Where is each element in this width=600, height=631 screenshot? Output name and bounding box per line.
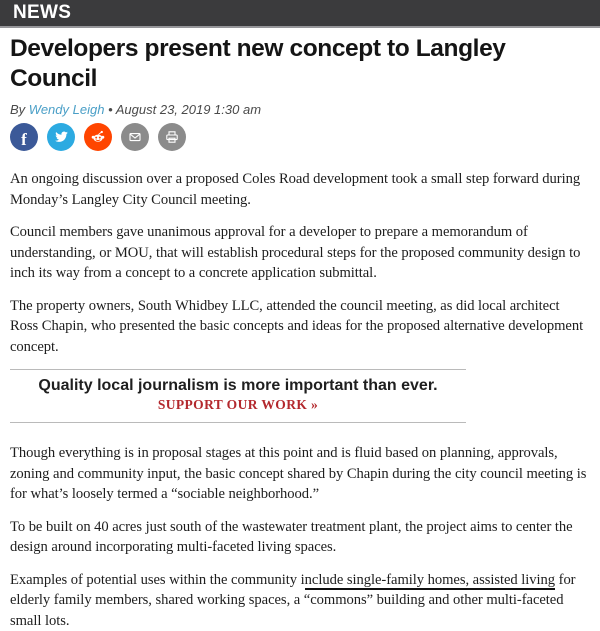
reddit-alien-icon: [90, 129, 106, 145]
article-body: [0, 34, 600, 631]
facebook-share-button[interactable]: [10, 123, 38, 151]
email-share-button[interactable]: [121, 123, 149, 151]
byline-prefix: By: [10, 102, 29, 117]
final-paragraph-text-after: for elderly family members, shared working spaces, a “commons” building and other multi-faceted small lots.: [10, 572, 576, 629]
callout-heading: Quality local journalism is more important than ever.: [20, 376, 456, 396]
twitter-bird-icon: [53, 129, 69, 145]
byline-date: August 23, 2019 1:30 am: [116, 102, 261, 117]
paragraph: An ongoing discussion over a proposed Coles Road development took a small step forward during Monday’s Langley City Council meeting.: [10, 169, 590, 210]
printer-icon: [164, 129, 180, 145]
paragraph: Though everything is in proposal stages at this point and is fluid based on planning, approvals, zoning and community input, the basic concept shared by Chapin during the city council meeting is for what’s loosely termed a “sociable neighborhood.”: [10, 443, 590, 505]
paragraph: The property owners, South Whidbey LLC, attended the council meeting, as did local architect Ross Chapin, who presented the basic concepts and ideas for the proposed alternative development concept.: [10, 296, 590, 358]
inline-article-link[interactable]: nclude single-family homes, assisted living: [305, 572, 555, 590]
support-callout: [10, 369, 466, 423]
section-label: NEWS: [13, 2, 71, 24]
byline-separator: •: [104, 102, 115, 117]
facebook-icon: f: [21, 131, 27, 148]
email-envelope-icon: [127, 129, 143, 145]
reddit-share-button[interactable]: [84, 123, 112, 151]
paragraph: To be built on 40 acres just south of the wastewater treatment plant, the project aims to center the design around incorporating multi-faceted living spaces.: [10, 517, 590, 558]
article-title: Developers present new concept to Langley Council: [10, 34, 590, 94]
byline: [10, 102, 590, 117]
byline-author-link[interactable]: Wendy Leigh: [29, 102, 105, 117]
print-share-button[interactable]: [158, 123, 186, 151]
paragraph-final: [10, 570, 590, 631]
paragraph: Council members gave unanimous approval for a developer to prepare a memorandum of understanding, or MOU, that will establish procedural steps for the proposed community design to inch its way from a concept to a concrete application submittal.: [10, 222, 590, 284]
news-section-bar: [0, 0, 600, 28]
share-toolbar: [10, 123, 590, 151]
final-paragraph-text: Examples of potential uses within the community i: [10, 572, 305, 588]
twitter-share-button[interactable]: [47, 123, 75, 151]
support-our-work-link[interactable]: SUPPORT OUR WORK »: [158, 397, 318, 413]
